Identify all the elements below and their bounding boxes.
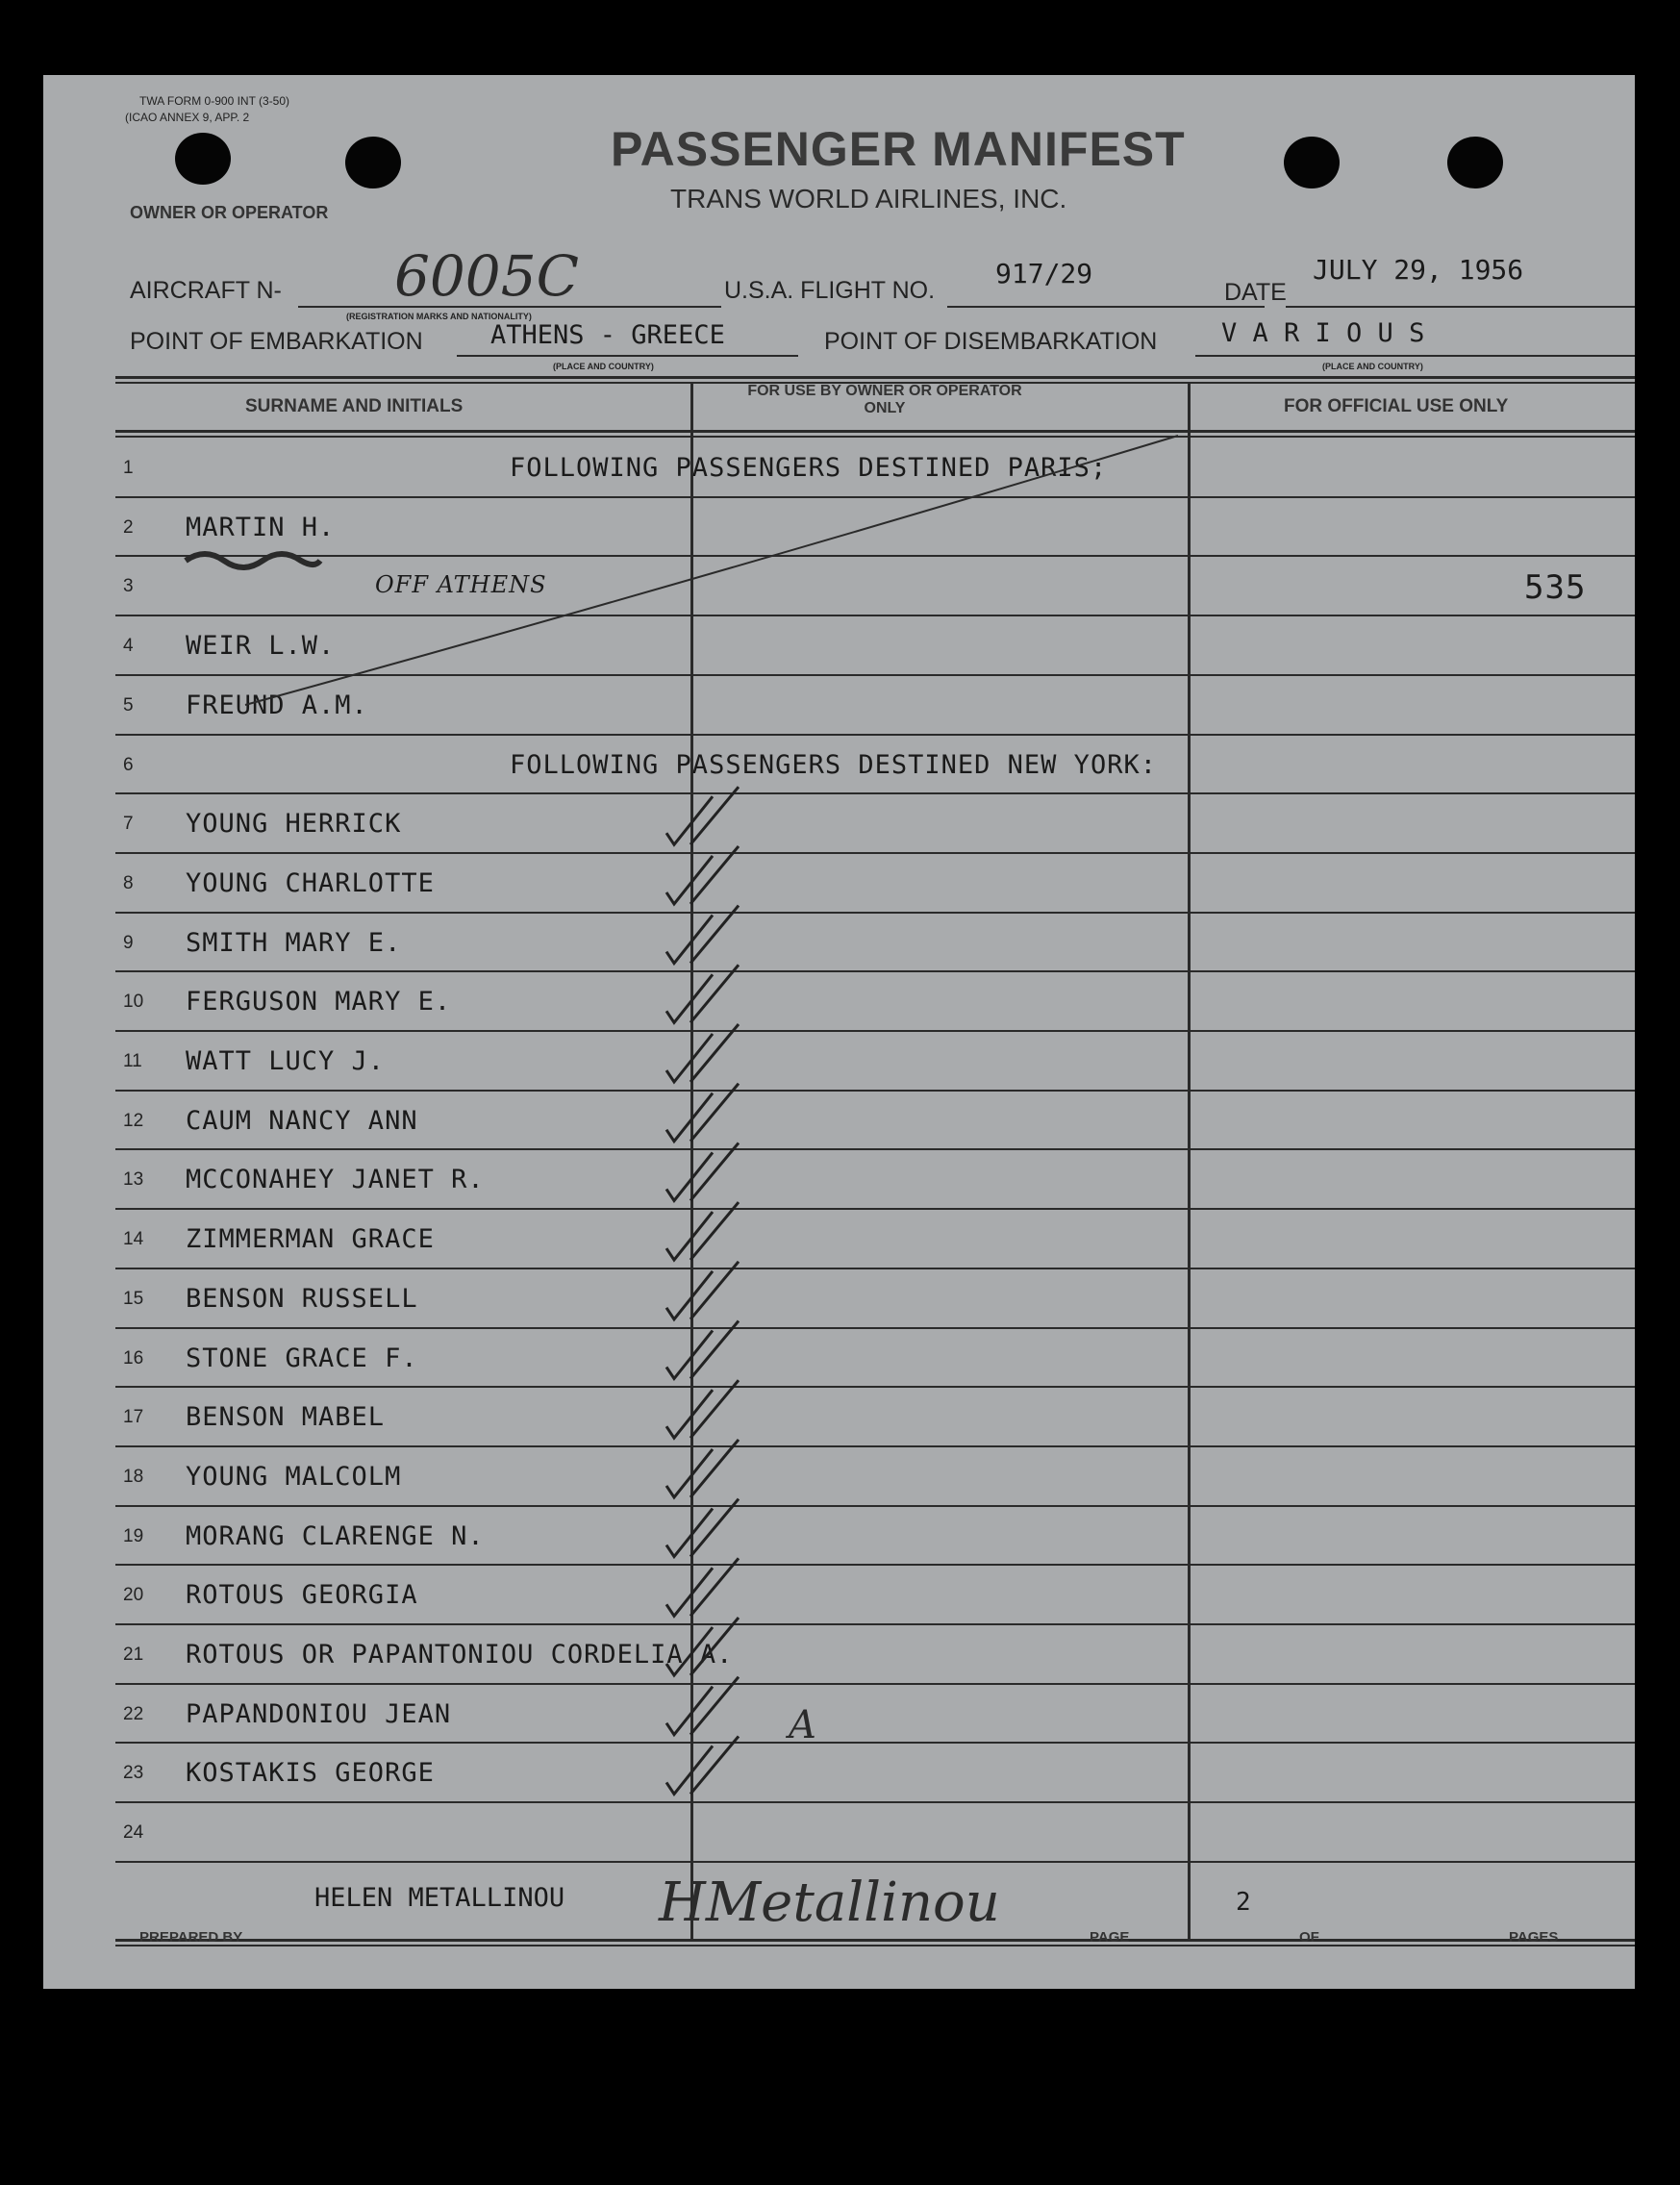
- checkmark: [666, 1380, 739, 1438]
- checkmark: [666, 1677, 739, 1735]
- checkmark: [666, 906, 739, 964]
- passenger-name: WATT LUCY J.: [186, 1046, 386, 1076]
- pages-label: PAGES: [1509, 1929, 1559, 1946]
- destination-heading: FOLLOWING PASSENGERS DESTINED NEW YORK:: [510, 749, 1157, 780]
- prepared-by-label: PREPARED BY: [139, 1929, 243, 1946]
- row-number: 19: [123, 1525, 144, 1546]
- row-number: 18: [123, 1466, 144, 1487]
- aircraft-sub: (REGISTRATION MARKS AND NATIONALITY): [346, 312, 532, 321]
- disembark-label: POINT OF DISEMBARKATION: [824, 328, 1158, 355]
- official-value: 535: [1524, 568, 1587, 608]
- page-title: PASSENGER MANIFEST: [611, 122, 1186, 176]
- passenger-name: ROTOUS GEORGIA: [186, 1580, 418, 1611]
- row-number: 24: [123, 1822, 144, 1844]
- checkmark: [666, 1024, 739, 1082]
- checkmark: [666, 1558, 739, 1616]
- flight-label: U.S.A. FLIGHT NO.: [724, 277, 936, 304]
- passenger-name: ROTOUS OR PAPANTONIOU CORDELIA A.: [186, 1640, 734, 1670]
- destination-heading: FOLLOWING PASSENGERS DESTINED PARIS;: [510, 453, 1108, 483]
- passenger-name: CAUM NANCY ANN: [186, 1105, 418, 1136]
- row-number: 11: [123, 1051, 142, 1071]
- of-label: OF: [1299, 1929, 1319, 1946]
- row-number: 12: [123, 1110, 144, 1131]
- checkmark: [666, 1321, 739, 1379]
- form-annex: (ICAO ANNEX 9, APP. 2: [125, 111, 250, 124]
- checkmark: [666, 1736, 739, 1794]
- passenger-name: YOUNG MALCOLM: [186, 1461, 402, 1492]
- row-number: 22: [123, 1703, 144, 1724]
- flight-number: 917/29: [995, 258, 1093, 289]
- row-number: 17: [123, 1407, 144, 1428]
- row-number: 20: [123, 1585, 144, 1606]
- row-number: 13: [123, 1169, 144, 1191]
- checkmark: [666, 1143, 739, 1200]
- disembark-value: V A R I O U S: [1221, 318, 1425, 348]
- passenger-name: KOSTAKIS GEORGE: [186, 1758, 435, 1789]
- checkmark: [666, 787, 739, 844]
- checkmark: [666, 1262, 739, 1319]
- passenger-name: YOUNG HERRICK: [186, 809, 402, 840]
- embark-sub: (PLACE AND COUNTRY): [553, 362, 654, 371]
- airline-name: TRANS WORLD AIRLINES, INC.: [670, 184, 1067, 213]
- passenger-name: SMITH MARY E.: [186, 927, 402, 958]
- passenger-name: MCCONAHEY JANET R.: [186, 1165, 485, 1195]
- passenger-name: WEIR L.W.: [186, 631, 336, 662]
- passenger-name: YOUNG CHARLOTTE: [186, 867, 435, 898]
- passenger-name: MARTIN H.: [186, 512, 336, 542]
- passenger-name: BENSON MABEL: [186, 1402, 386, 1433]
- passenger-name: FREUND A.M.: [186, 690, 368, 720]
- date-value: JULY 29, 1956: [1313, 254, 1524, 286]
- embark-label: POINT OF EMBARKATION: [130, 328, 423, 355]
- passenger-name: OFF ATHENS: [375, 571, 547, 599]
- passenger-name: BENSON RUSSELL: [186, 1283, 418, 1314]
- checkmark: [666, 1202, 739, 1260]
- row-number: 9: [123, 932, 134, 953]
- row-number: 21: [123, 1645, 144, 1665]
- checkmark: [666, 1084, 739, 1142]
- row-number: 1: [123, 458, 134, 478]
- aircraft-value: 6005C: [394, 243, 579, 309]
- page-label: PAGE: [1090, 1929, 1130, 1946]
- row-number: 23: [123, 1763, 144, 1784]
- passenger-name: STONE GRACE F.: [186, 1343, 418, 1373]
- embark-value: ATHENS - GREECE: [490, 320, 725, 350]
- form-number: TWA FORM 0-900 INT (3-50): [139, 94, 290, 108]
- row-number: 14: [123, 1229, 144, 1250]
- col-header-operator: FOR USE BY OWNER OR OPERATOR ONLY: [747, 383, 1022, 416]
- owner-label: OWNER OR OPERATOR: [130, 203, 329, 222]
- date-label: DATE: [1224, 279, 1287, 306]
- disembark-sub: (PLACE AND COUNTRY): [1322, 362, 1423, 371]
- row-number: 16: [123, 1347, 144, 1369]
- passenger-name: FERGUSON MARY E.: [186, 987, 452, 1017]
- row-number: 10: [123, 992, 144, 1013]
- passenger-name: MORANG CLARENGE N.: [186, 1520, 485, 1551]
- aircraft-label: AIRCRAFT N-: [130, 277, 282, 304]
- checkmark: [666, 1618, 739, 1675]
- col-header-official: FOR OFFICIAL USE ONLY: [1284, 396, 1509, 416]
- handwritten-marks: [43, 75, 1635, 1989]
- operator-mark-row22: A: [789, 1703, 816, 1747]
- checkmark: [666, 1499, 739, 1557]
- passenger-name: PAPANDONIOU JEAN: [186, 1698, 452, 1729]
- page-number: 2: [1236, 1888, 1251, 1917]
- signature: HMetallinou: [659, 1871, 1000, 1934]
- manifest-sheet: [43, 75, 1635, 1989]
- row-number: 15: [123, 1288, 144, 1309]
- row-number: 8: [123, 872, 134, 893]
- checkmark: [666, 846, 739, 904]
- checkmark: [666, 1440, 739, 1497]
- row-number: 3: [123, 576, 134, 597]
- checkmark: [666, 965, 739, 1022]
- prepared-by-value: HELEN METALLINOU: [314, 1883, 565, 1913]
- col-header-surname: SURNAME AND INITIALS: [245, 396, 464, 416]
- passenger-name: ZIMMERMAN GRACE: [186, 1224, 435, 1255]
- row-number: 7: [123, 814, 134, 835]
- row-number: 5: [123, 694, 134, 716]
- row-number: 6: [123, 754, 134, 775]
- row-number: 2: [123, 516, 134, 538]
- row-number: 4: [123, 636, 134, 657]
